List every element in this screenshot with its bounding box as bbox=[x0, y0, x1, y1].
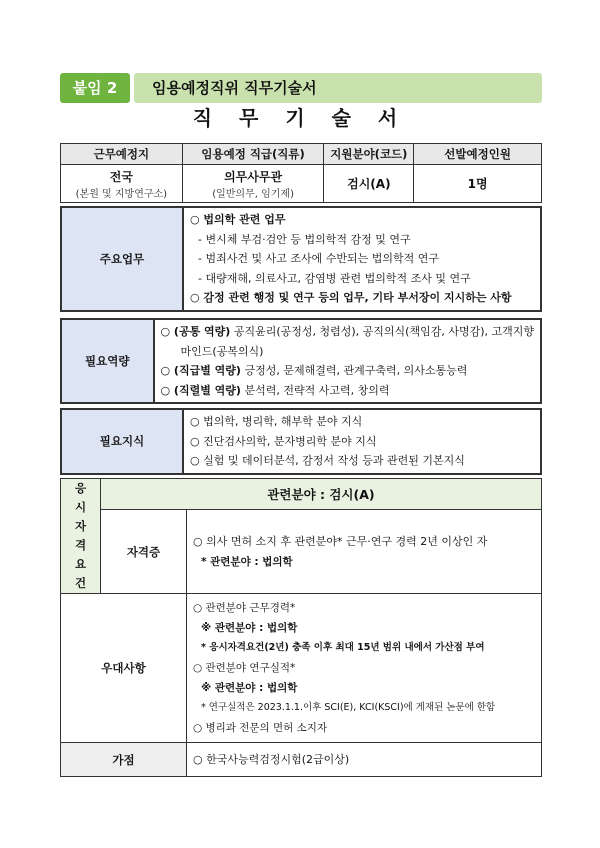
qualification-content bbox=[187, 510, 542, 594]
related-field-title: 관련분야 : 검시(A) bbox=[101, 479, 542, 510]
header-location: 근무예정지 bbox=[61, 144, 183, 165]
qualification-line: ○ 의사 면허 소지 후 관련분야* 근무·연구 경력 2년 이상인 자 bbox=[193, 534, 488, 548]
preference-line: ※ 관련분야 : 법의학 bbox=[201, 622, 298, 634]
duty-line: ○ 법의학 관련 업무 bbox=[190, 213, 286, 226]
document-title: 직 무 기 술 서 bbox=[192, 106, 408, 130]
competency-line: ○ (직급별 역량) 긍정성, 문제해결력, 관계구축력, 의사소통능력 bbox=[160, 364, 468, 377]
qualification-label: 자격증 bbox=[101, 510, 187, 594]
requirements-side-label: 응시자격요건 bbox=[61, 479, 101, 594]
competency-label: 필요역량 bbox=[61, 319, 154, 403]
knowledge-content bbox=[183, 409, 541, 474]
duty-line: - 변시체 부검·검안 등 법의학적 감정 및 연구 bbox=[198, 232, 411, 246]
duty-line: ○ 감정 관련 행정 및 연구 등의 업무, 기타 부서장이 지시하는 사항 bbox=[190, 291, 512, 304]
preference-line: ○ 관련분야 근무경력* bbox=[193, 602, 296, 614]
preference-line: ○ 병리과 전문의 면허 소지자 bbox=[193, 722, 328, 734]
attachment-badge: 붙임 2 bbox=[60, 73, 130, 103]
competency-line: 마인드(공복의식) bbox=[180, 344, 264, 358]
preference-content bbox=[187, 594, 542, 743]
location-sub: (본원 및 지방연구소) bbox=[75, 188, 168, 200]
count-cell: 1명 bbox=[414, 165, 542, 203]
requirements-table bbox=[60, 478, 542, 777]
competency-line: ○ (공통 역량) 공직윤리(공정성, 청렴성), 공직의식(책임감, 사명감), 고객지향 bbox=[160, 325, 534, 338]
qualification-note: * 관련분야 : 법의학 bbox=[201, 555, 293, 568]
duty-line: - 대량재해, 의료사고, 감염병 관련 법의학적 조사 및 연구 bbox=[198, 271, 471, 285]
knowledge-line: ○ 실험 및 데이터분석, 감정서 작성 등과 관련된 기본지식 bbox=[190, 454, 465, 467]
knowledge-line: ○ 진단검사의학, 분자병리학 분야 지식 bbox=[190, 434, 377, 448]
header-rank: 임용예정 직급(직류) bbox=[182, 144, 324, 165]
location-cell bbox=[61, 165, 183, 203]
preference-line: * 응시자격요건(2년) 충족 이후 최대 15년 범위 내에서 가산점 부여 bbox=[201, 642, 485, 653]
preference-line: * 연구실적은 2023.1.1.이후 SCI(E), KCI(KSCI)에 게재된 논문에 한함 bbox=[201, 702, 496, 713]
field-cell: 검시(A) bbox=[324, 165, 414, 203]
duties-content bbox=[183, 207, 541, 311]
knowledge-line: ○ 법의학, 병리학, 해부학 분야 지식 bbox=[190, 415, 363, 428]
info-table bbox=[60, 143, 542, 203]
preference-line: ○ 관련분야 연구실적* bbox=[193, 662, 296, 674]
location-main: 전국 bbox=[109, 169, 133, 184]
rank-main: 의무사무관 bbox=[224, 169, 283, 184]
header-field: 지원분야(코드) bbox=[324, 144, 414, 165]
rank-cell bbox=[182, 165, 324, 203]
competency-content bbox=[154, 319, 542, 403]
duty-line: - 범죄사건 및 사고 조사에 수반되는 법의학적 연구 bbox=[198, 252, 439, 265]
duties-table bbox=[60, 206, 542, 312]
rank-sub: (일반의무, 임기제) bbox=[212, 188, 294, 200]
bonus-label: 가점 bbox=[61, 743, 187, 777]
bonus-content: ○ 한국사능력검정시험(2급이상) bbox=[187, 743, 542, 777]
header-count: 선발예정인원 bbox=[414, 144, 542, 165]
knowledge-label: 필요지식 bbox=[61, 409, 183, 474]
competency-line: ○ (직렬별 역량) 분석력, 전략적 사고력, 창의력 bbox=[160, 383, 390, 397]
header-title: 임용예정직위 직무기술서 bbox=[134, 73, 542, 103]
preference-label: 우대사항 bbox=[61, 594, 187, 743]
duties-label: 주요업무 bbox=[61, 207, 183, 311]
preference-line: ※ 관련분야 : 법의학 bbox=[201, 682, 298, 694]
page-header bbox=[60, 73, 542, 103]
competency-table bbox=[60, 318, 542, 404]
knowledge-table bbox=[60, 408, 542, 475]
